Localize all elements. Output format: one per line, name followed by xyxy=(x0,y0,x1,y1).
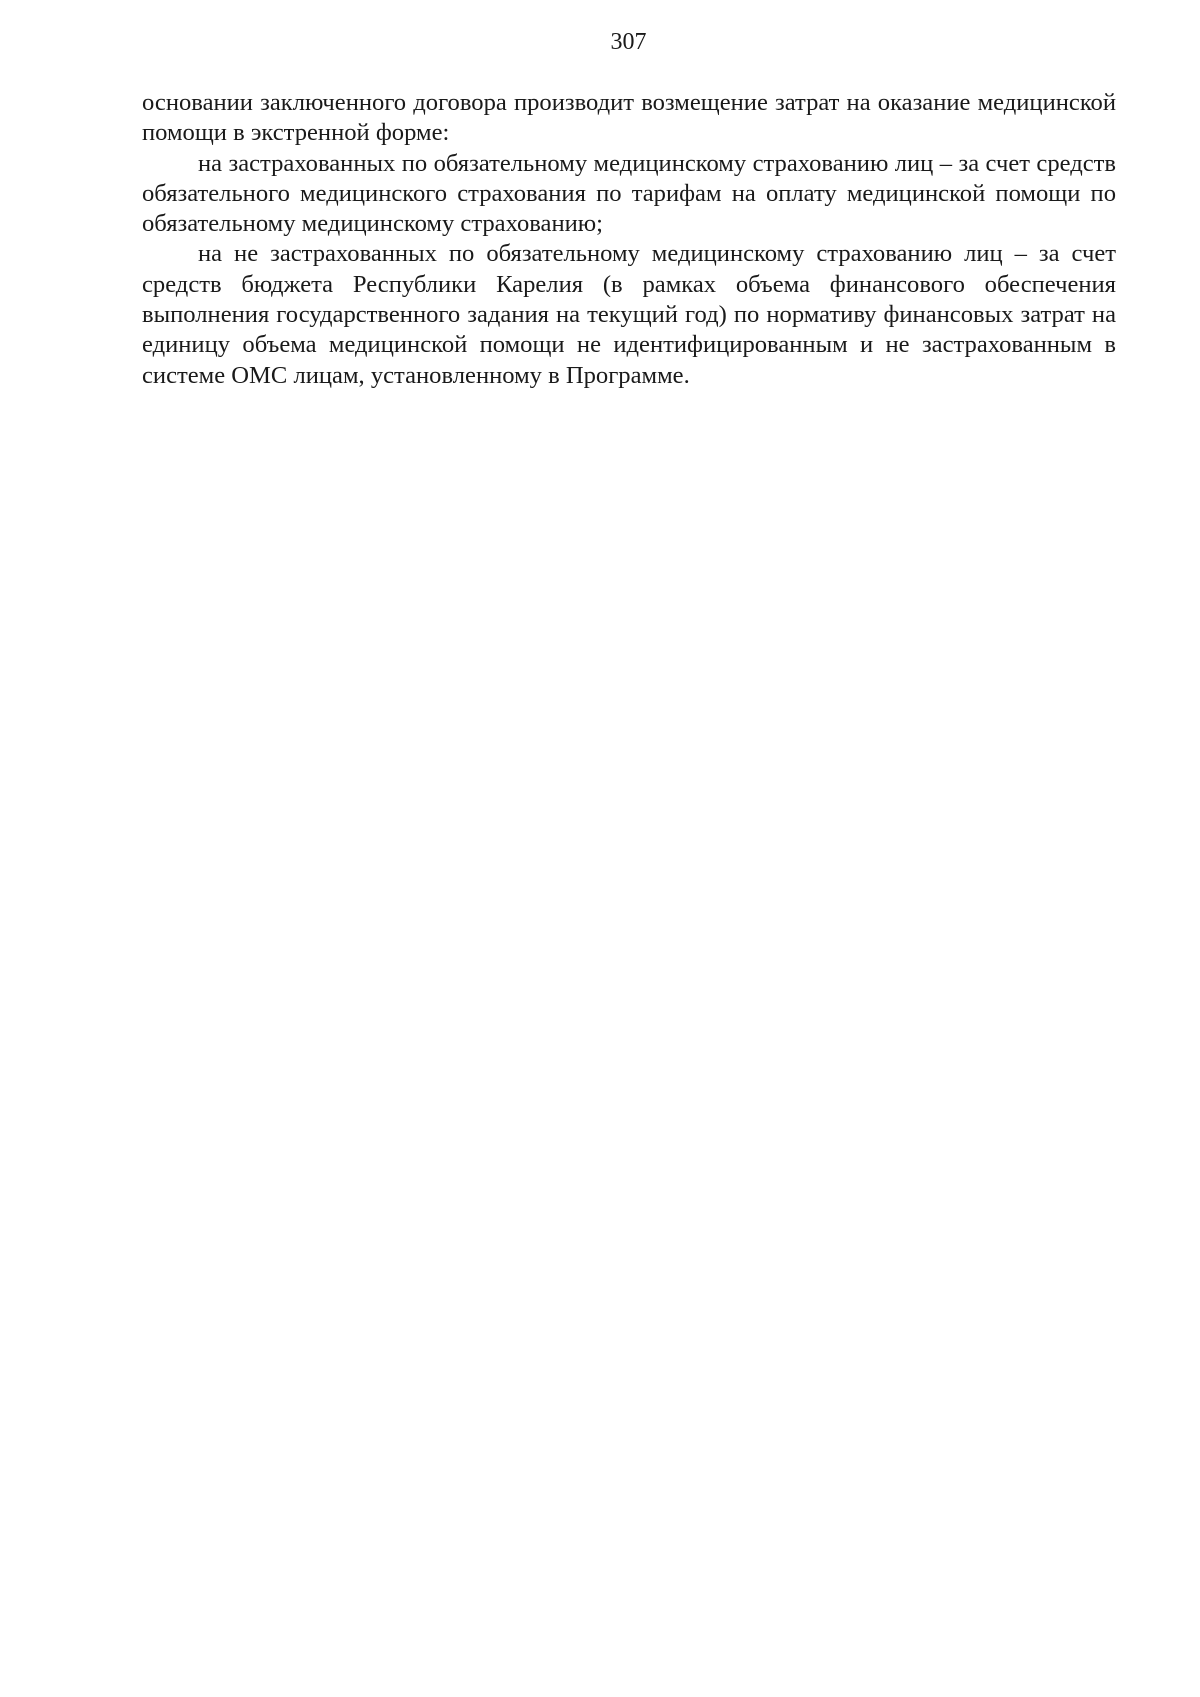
page-number: 307 xyxy=(610,29,647,55)
paragraph-continuation: основании заключенного договора производит возмещение затрат на оказание медицинской помощи в экстренной форме: xyxy=(142,89,1116,147)
paragraph-uninsured-persons: на не застрахованных по обязательному медицинскому страхованию лиц – за счет средств бюджета Республики Карелия (в рамках объема финансового обеспечения выполнения государственного задания на текущий год) по нормативу финансовых затрат на единицу объема медицинской помощи не идентифицированным и не застрахованным в системе ОМС лицам, установленному в Программе. xyxy=(142,240,1116,389)
paragraph-insured-persons: на застрахованных по обязательному медицинскому страхованию лиц – за счет средств обязательного медицинского страхования по тарифам на оплату медицинской помощи по обязательному медицинскому страхованию; xyxy=(142,149,1116,238)
document-body xyxy=(142,88,1116,391)
